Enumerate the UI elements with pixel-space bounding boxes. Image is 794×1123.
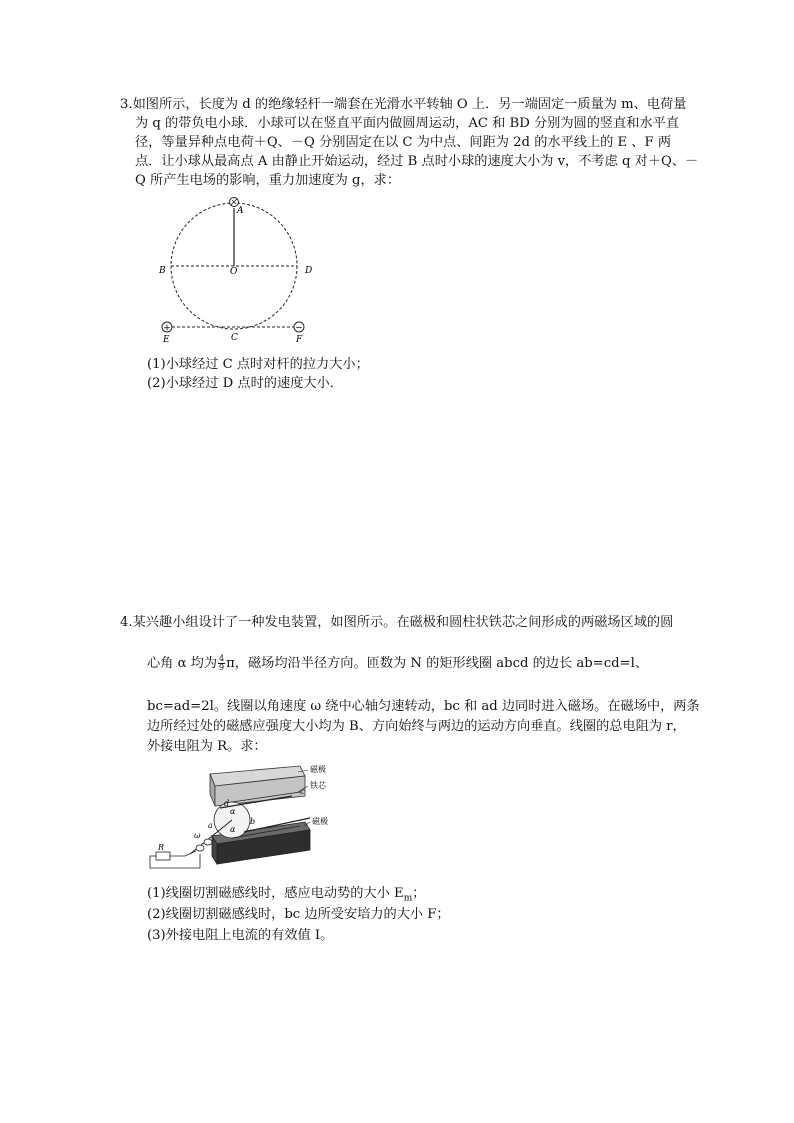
label-c: C bbox=[231, 333, 238, 343]
q4-line-2 bbox=[147, 654, 648, 673]
resistor-icon bbox=[156, 852, 170, 860]
label-alpha-2: α bbox=[230, 825, 236, 834]
label-core: 铁芯 bbox=[310, 781, 326, 790]
label-alpha-1: α bbox=[230, 807, 236, 816]
label-omega: ω bbox=[194, 831, 201, 840]
q3-line-3: 径，等量异种点电荷＋Q、－Q 分别固定在以 C 为中点、间距为 2d 的水平线上的 E 、F 两 bbox=[135, 135, 672, 150]
q4-sub-3: (3)外接电阻上电流的有效值 I。 bbox=[147, 928, 334, 943]
label-b: b bbox=[250, 817, 256, 826]
q4-line-4: 边所经过处的磁感应强度大小均为 B、方向始终与两边的运动方向垂直。线圈的总电阻为 r， bbox=[147, 719, 686, 734]
q4-line-2-post: π，磁场均沿半径方向。匝数为 N 的矩形线圈 abcd 的边长 ab=cd=l、 bbox=[226, 656, 649, 671]
label-c: c bbox=[300, 787, 305, 796]
positive-charge-icon bbox=[162, 322, 172, 334]
q4-generator-figure bbox=[140, 760, 355, 880]
q3-line-5: Q 所产生电场的影响，重力加速度为 g，求： bbox=[135, 173, 401, 188]
svg-text:+: + bbox=[163, 323, 171, 334]
label-magnet-bottom: 磁极 bbox=[312, 817, 328, 826]
svg-text:−: − bbox=[295, 323, 303, 334]
q4-line-2-pre: 心角 α 均为 bbox=[147, 656, 218, 671]
q3-sub-1: (1)小球经过 C 点时对杆的拉力大小； bbox=[147, 357, 369, 372]
label-o: O bbox=[230, 267, 238, 277]
label-magnet-top: 磁极 bbox=[310, 765, 326, 774]
label-r: R bbox=[158, 843, 165, 852]
label-a: a bbox=[208, 821, 213, 830]
fraction: $\frac{4}{9}$ bbox=[219, 654, 225, 672]
q4-sub-2: (2)线圈切割磁感线时，bc 边所受安培力的大小 F； bbox=[147, 907, 450, 922]
q4-sub-1: (1)线圈切割磁感线时，感应电动势的大小 $E_m$； bbox=[147, 886, 426, 904]
label-b: B bbox=[159, 266, 166, 276]
q4-line-5: 外接电阻为 R。求： bbox=[147, 739, 267, 754]
q3-sub-2: (2)小球经过 D 点时的速度大小． bbox=[147, 376, 343, 391]
label-a: A bbox=[237, 206, 244, 216]
q4-line-3: bc=ad=2l。线圈以角速度 ω 绕中心轴匀速转动，bc 和 ad 边同时进入磁场。在磁场中，两条 bbox=[147, 699, 700, 714]
label-d: d bbox=[224, 799, 230, 808]
q3-line-2: 为 q 的带负电小球．小球可以在竖直平面内做圆周运动，AC 和 BD 分别为圆的竖直和水平直 bbox=[135, 116, 680, 131]
q4-line-1: 4.某兴趣小组设计了一种发电装置，如图所示。在磁极和圆柱状铁芯之间形成的两磁场区域的圆 bbox=[120, 615, 674, 630]
label-e: E bbox=[163, 335, 170, 345]
q3-circle-figure bbox=[150, 190, 330, 350]
label-d: D bbox=[305, 266, 313, 276]
q3-line-1: 3.如图所示，长度为 d 的绝缘轻杆一端套在光滑水平转轴 O 上．另一端固定一质量为 m、电荷量 bbox=[120, 97, 687, 112]
label-f: F bbox=[296, 335, 303, 345]
negative-charge-icon bbox=[294, 322, 304, 334]
q3-line-4: 点．让小球从最高点 A 由静止开始运动，经过 B 点时小球的速度大小为 v，不考虑 q 对＋Q、－ bbox=[135, 154, 699, 169]
